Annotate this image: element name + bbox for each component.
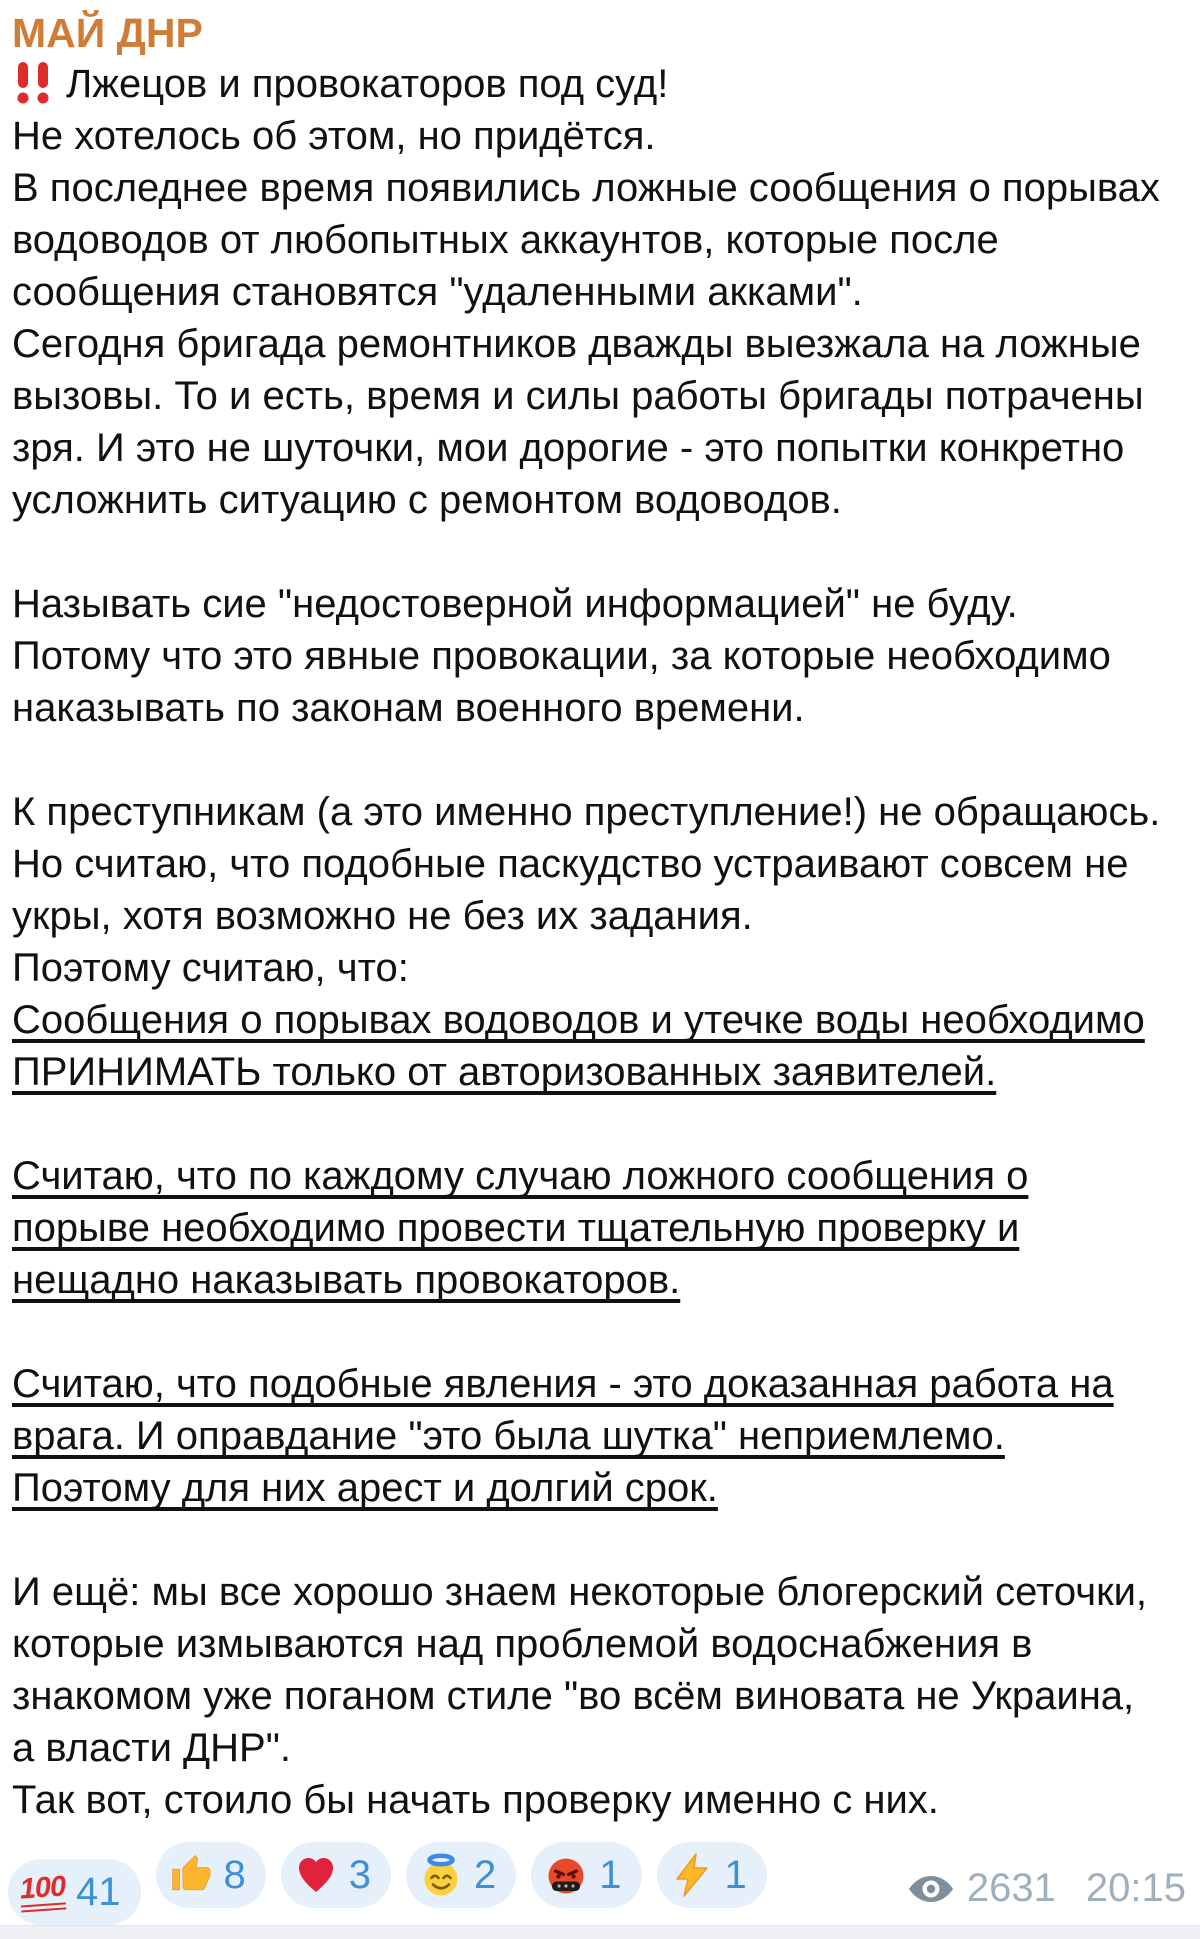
lightning-emoji bbox=[669, 1852, 715, 1898]
post-line bbox=[12, 786, 1186, 838]
reactions-row bbox=[0, 1826, 1200, 1925]
post-blank-line bbox=[12, 526, 1186, 578]
post-text bbox=[12, 58, 1186, 1826]
reaction-count: 2 bbox=[474, 1852, 497, 1897]
thumbs-up-emoji bbox=[168, 1852, 214, 1898]
post-blank-line bbox=[12, 1098, 1186, 1150]
post-line-text: Так вот, стоило бы начать проверку именно с них. bbox=[12, 1778, 939, 1822]
post-line-text: Потому что это явные провокации, за которые необходимо bbox=[12, 634, 1111, 678]
post-line bbox=[12, 578, 1186, 630]
post-line-text: В последнее время появились ложные сообщения о порывах bbox=[12, 166, 1160, 210]
post-line-text: Считаю, что по каждому случаю ложного сообщения о bbox=[12, 1154, 1029, 1198]
heart-emoji bbox=[293, 1852, 339, 1898]
reaction-pill-angel[interactable] bbox=[406, 1842, 516, 1908]
post-line-text: вызовы. То и есть, время и силы работы бригады потрачены bbox=[12, 374, 1144, 418]
post-line bbox=[12, 370, 1186, 422]
message-meta bbox=[907, 1866, 1190, 1911]
post-line-text: наказывать по законам военного времени. bbox=[12, 686, 805, 730]
post-line bbox=[12, 162, 1186, 214]
post-line bbox=[12, 1046, 1186, 1098]
post-line-text: укры, хотя возможно не без их задания. bbox=[12, 894, 753, 938]
post-line bbox=[12, 1202, 1186, 1254]
post-line bbox=[12, 942, 1186, 994]
post-line-text: Лжецов и провокаторов под суд! bbox=[66, 62, 669, 106]
reaction-pill-hundred[interactable] bbox=[8, 1859, 141, 1925]
post-line bbox=[12, 110, 1186, 162]
post-line bbox=[12, 1462, 1186, 1514]
post-line bbox=[12, 266, 1186, 318]
post-line-text: водоводов от любопытных аккаунтов, которые после bbox=[12, 218, 999, 262]
post-line bbox=[12, 474, 1186, 526]
post-line-text: сообщения становятся "удаленными акками". bbox=[12, 270, 863, 314]
reaction-count: 1 bbox=[724, 1852, 747, 1897]
post-line-text: нещадно наказывать провокаторов. bbox=[12, 1258, 681, 1302]
post-line-text: Сообщения о порывах водоводов и утечке воды необходимо bbox=[12, 998, 1145, 1042]
eye-icon bbox=[907, 1867, 955, 1911]
post-line-text: Называть сие "недостоверной информацией" не буду. bbox=[12, 582, 1018, 626]
post-line-text: Сегодня бригада ремонтников дважды выезжала на ложные bbox=[12, 322, 1141, 366]
reaction-pill-angry-censored[interactable] bbox=[531, 1842, 641, 1908]
post-line bbox=[12, 1722, 1186, 1774]
next-message-edge bbox=[0, 1925, 1200, 1939]
post-line bbox=[12, 994, 1186, 1046]
angel-emoji bbox=[418, 1852, 464, 1898]
reaction-pill-lightning[interactable] bbox=[657, 1842, 767, 1908]
post-line bbox=[12, 214, 1186, 266]
post-blank-line bbox=[12, 1514, 1186, 1566]
post-line-text: Считаю, что подобные явления - это доказанная работа на bbox=[12, 1362, 1114, 1406]
post-line bbox=[12, 1774, 1186, 1826]
reaction-count: 41 bbox=[76, 1869, 121, 1914]
channel-name[interactable]: МАЙ ДНР bbox=[12, 10, 203, 56]
post-line-text: Но считаю, что подобные паскудство устраивают совсем не bbox=[12, 842, 1129, 886]
post-blank-line bbox=[12, 734, 1186, 786]
post-line-text: И ещё: мы все хорошо знаем некоторые блогерский сеточки, bbox=[12, 1570, 1148, 1614]
post-line-text: Поэтому для них арест и долгий срок. bbox=[12, 1466, 718, 1510]
post-line-text: К преступникам (а это именно преступление!) не обращаюсь. bbox=[12, 790, 1161, 834]
reaction-pill-heart[interactable] bbox=[281, 1842, 391, 1908]
views-count: 2631 bbox=[966, 1866, 1056, 1910]
post-line-text: ПРИНИМАТЬ только от авторизованных заявителей. bbox=[12, 1050, 997, 1094]
post-line bbox=[12, 58, 1186, 110]
message-time: 20:15 bbox=[1085, 1866, 1186, 1910]
reaction-count: 8 bbox=[223, 1852, 246, 1897]
post-line-text: порыве необходимо провести тщательную проверку и bbox=[12, 1206, 1020, 1250]
post-line bbox=[12, 1254, 1186, 1306]
hundred-emoji: 100 bbox=[20, 1869, 66, 1915]
post-line-text: усложнить ситуацию с ремонтом водоводов. bbox=[12, 478, 842, 522]
post-line bbox=[12, 1670, 1186, 1722]
post-line bbox=[12, 890, 1186, 942]
post-line-text: зря. И это не шуточки, мои дорогие - это попытки конкретно bbox=[12, 426, 1125, 470]
post-line-text: знакомом уже поганом стиле "во всём виновата не Украина, bbox=[12, 1674, 1135, 1718]
post-line-text: а власти ДНР". bbox=[12, 1726, 292, 1770]
post-line-text: которые измываются над проблемой водоснабжения в bbox=[12, 1622, 1033, 1666]
angry-censored-emoji bbox=[543, 1852, 589, 1898]
double-exclamation-emoji bbox=[12, 60, 58, 104]
post-line-text: врага. И оправдание "это была шутка" неприемлемо. bbox=[12, 1414, 1005, 1458]
post-line bbox=[12, 630, 1186, 682]
post-line bbox=[12, 838, 1186, 890]
post-line-text: Поэтому считаю, что: bbox=[12, 946, 409, 990]
post-line bbox=[12, 1410, 1186, 1462]
post-line bbox=[12, 318, 1186, 370]
reaction-count: 1 bbox=[599, 1852, 622, 1897]
reaction-pill-thumbs-up[interactable] bbox=[156, 1842, 266, 1908]
post-line bbox=[12, 1358, 1186, 1410]
post-line bbox=[12, 1618, 1186, 1670]
post-line bbox=[12, 682, 1186, 734]
post-line bbox=[12, 422, 1186, 474]
post-line bbox=[12, 1150, 1186, 1202]
reaction-count: 3 bbox=[348, 1852, 371, 1897]
post-line-text: Не хотелось об этом, но придётся. bbox=[12, 114, 656, 158]
post-blank-line bbox=[12, 1306, 1186, 1358]
post-line bbox=[12, 1566, 1186, 1618]
